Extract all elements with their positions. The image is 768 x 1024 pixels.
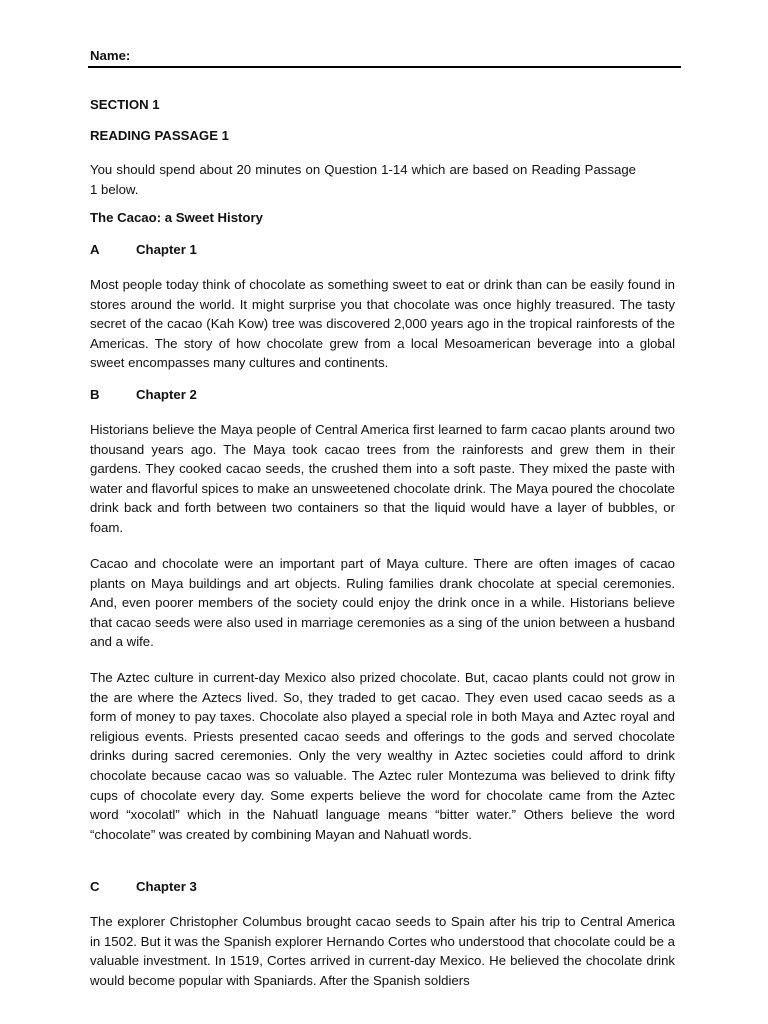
paragraph: Historians believe the Maya people of Central America first learned to farm cacao plants around two thousand years ago. The Maya took cacao trees from the rainforests and grew them in their gardens. They cooked cacao seeds, the crushed them into a soft paste. They mixed the paste with water and flavorful spices to make an unsweetened chocolate drink. The Maya poured the chocolate drink back and forth between two containers so that the liquid would have a layer of bubbles, or foam.: [90, 422, 675, 535]
chapter-letter: A: [90, 242, 100, 257]
paragraph: Most people today think of chocolate as something sweet to eat or drink than can be easily found in stores around the world. It might surprise you that chocolate was once highly treasured. The tasty secret of the cacao (Kah Kow) tree was discovered 2,000 years ago in the tropical rainforests of the Americas. The story of how chocolate grew from a local Mesoamerican beverage into a global sweet encompasses many cultures and continents.: [90, 277, 675, 371]
chapter-heading-c: [90, 877, 197, 897]
chapter-title: Chapter 2: [136, 387, 197, 402]
name-underline: [88, 66, 681, 68]
chapter-letter: B: [90, 387, 100, 402]
passage-title: READING PASSAGE 1: [90, 128, 229, 143]
chapter-title: Chapter 3: [136, 879, 197, 894]
document-page: [90, 46, 675, 988]
paragraph: The Aztec culture in current-day Mexico also prized chocolate. But, cacao plants could not grow in the are where the Aztecs lived. So, they traded to get cacao. They even used cacao seeds as a form of money to pay taxes. Chocolate also played a special role in both Maya and Aztec royal and religious events. Priests presented cacao seeds and offerings to the gods and served chocolate drinks during sacred ceremonies. Only the very wealthy in Aztec societies could afford to drink chocolate because cacao was so valuable. The Aztec ruler Montezuma was believed to drink fifty cups of chocolate every day. Some experts believe the word for chocolate came from the Aztec word “xocolatl” which in the Nahuatl language means “bitter water.” Others believe the word “chocolate” was created by combining Mayan and Nahuatl words.: [90, 670, 675, 842]
section-title: SECTION 1: [90, 97, 160, 112]
chapter-letter: C: [90, 879, 100, 894]
chapter-heading-b: [90, 385, 197, 405]
instructions-text: You should spend about 20 minutes on Question 1-14 which are based on Reading Passage 1 below.: [90, 162, 636, 197]
name-label: Name:: [90, 48, 131, 63]
paragraph: Cacao and chocolate were an important part of Maya culture. There are often images of cacao plants on Maya buildings and art objects. Ruling families drank chocolate at special ceremonies. And, even poorer members of the society could enjoy the drink once in a while. Historians believe that cacao seeds were also used in marriage ceremonies as a sing of the union between a husband and a wife.: [90, 556, 675, 650]
chapter-title: Chapter 1: [136, 242, 197, 257]
paragraph: The explorer Christopher Columbus brought cacao seeds to Spain after his trip to Central America in 1502. But it was the Spanish explorer Hernando Cortes who understood that chocolate could be a valuable investment. In 1519, Cortes arrived in current-day Mexico. He believed the chocolate drink would become popular with Spaniards. After the Spanish soldiers: [90, 914, 675, 988]
chapter-heading-a: [90, 240, 197, 260]
article-title: The Cacao: a Sweet History: [90, 210, 263, 225]
